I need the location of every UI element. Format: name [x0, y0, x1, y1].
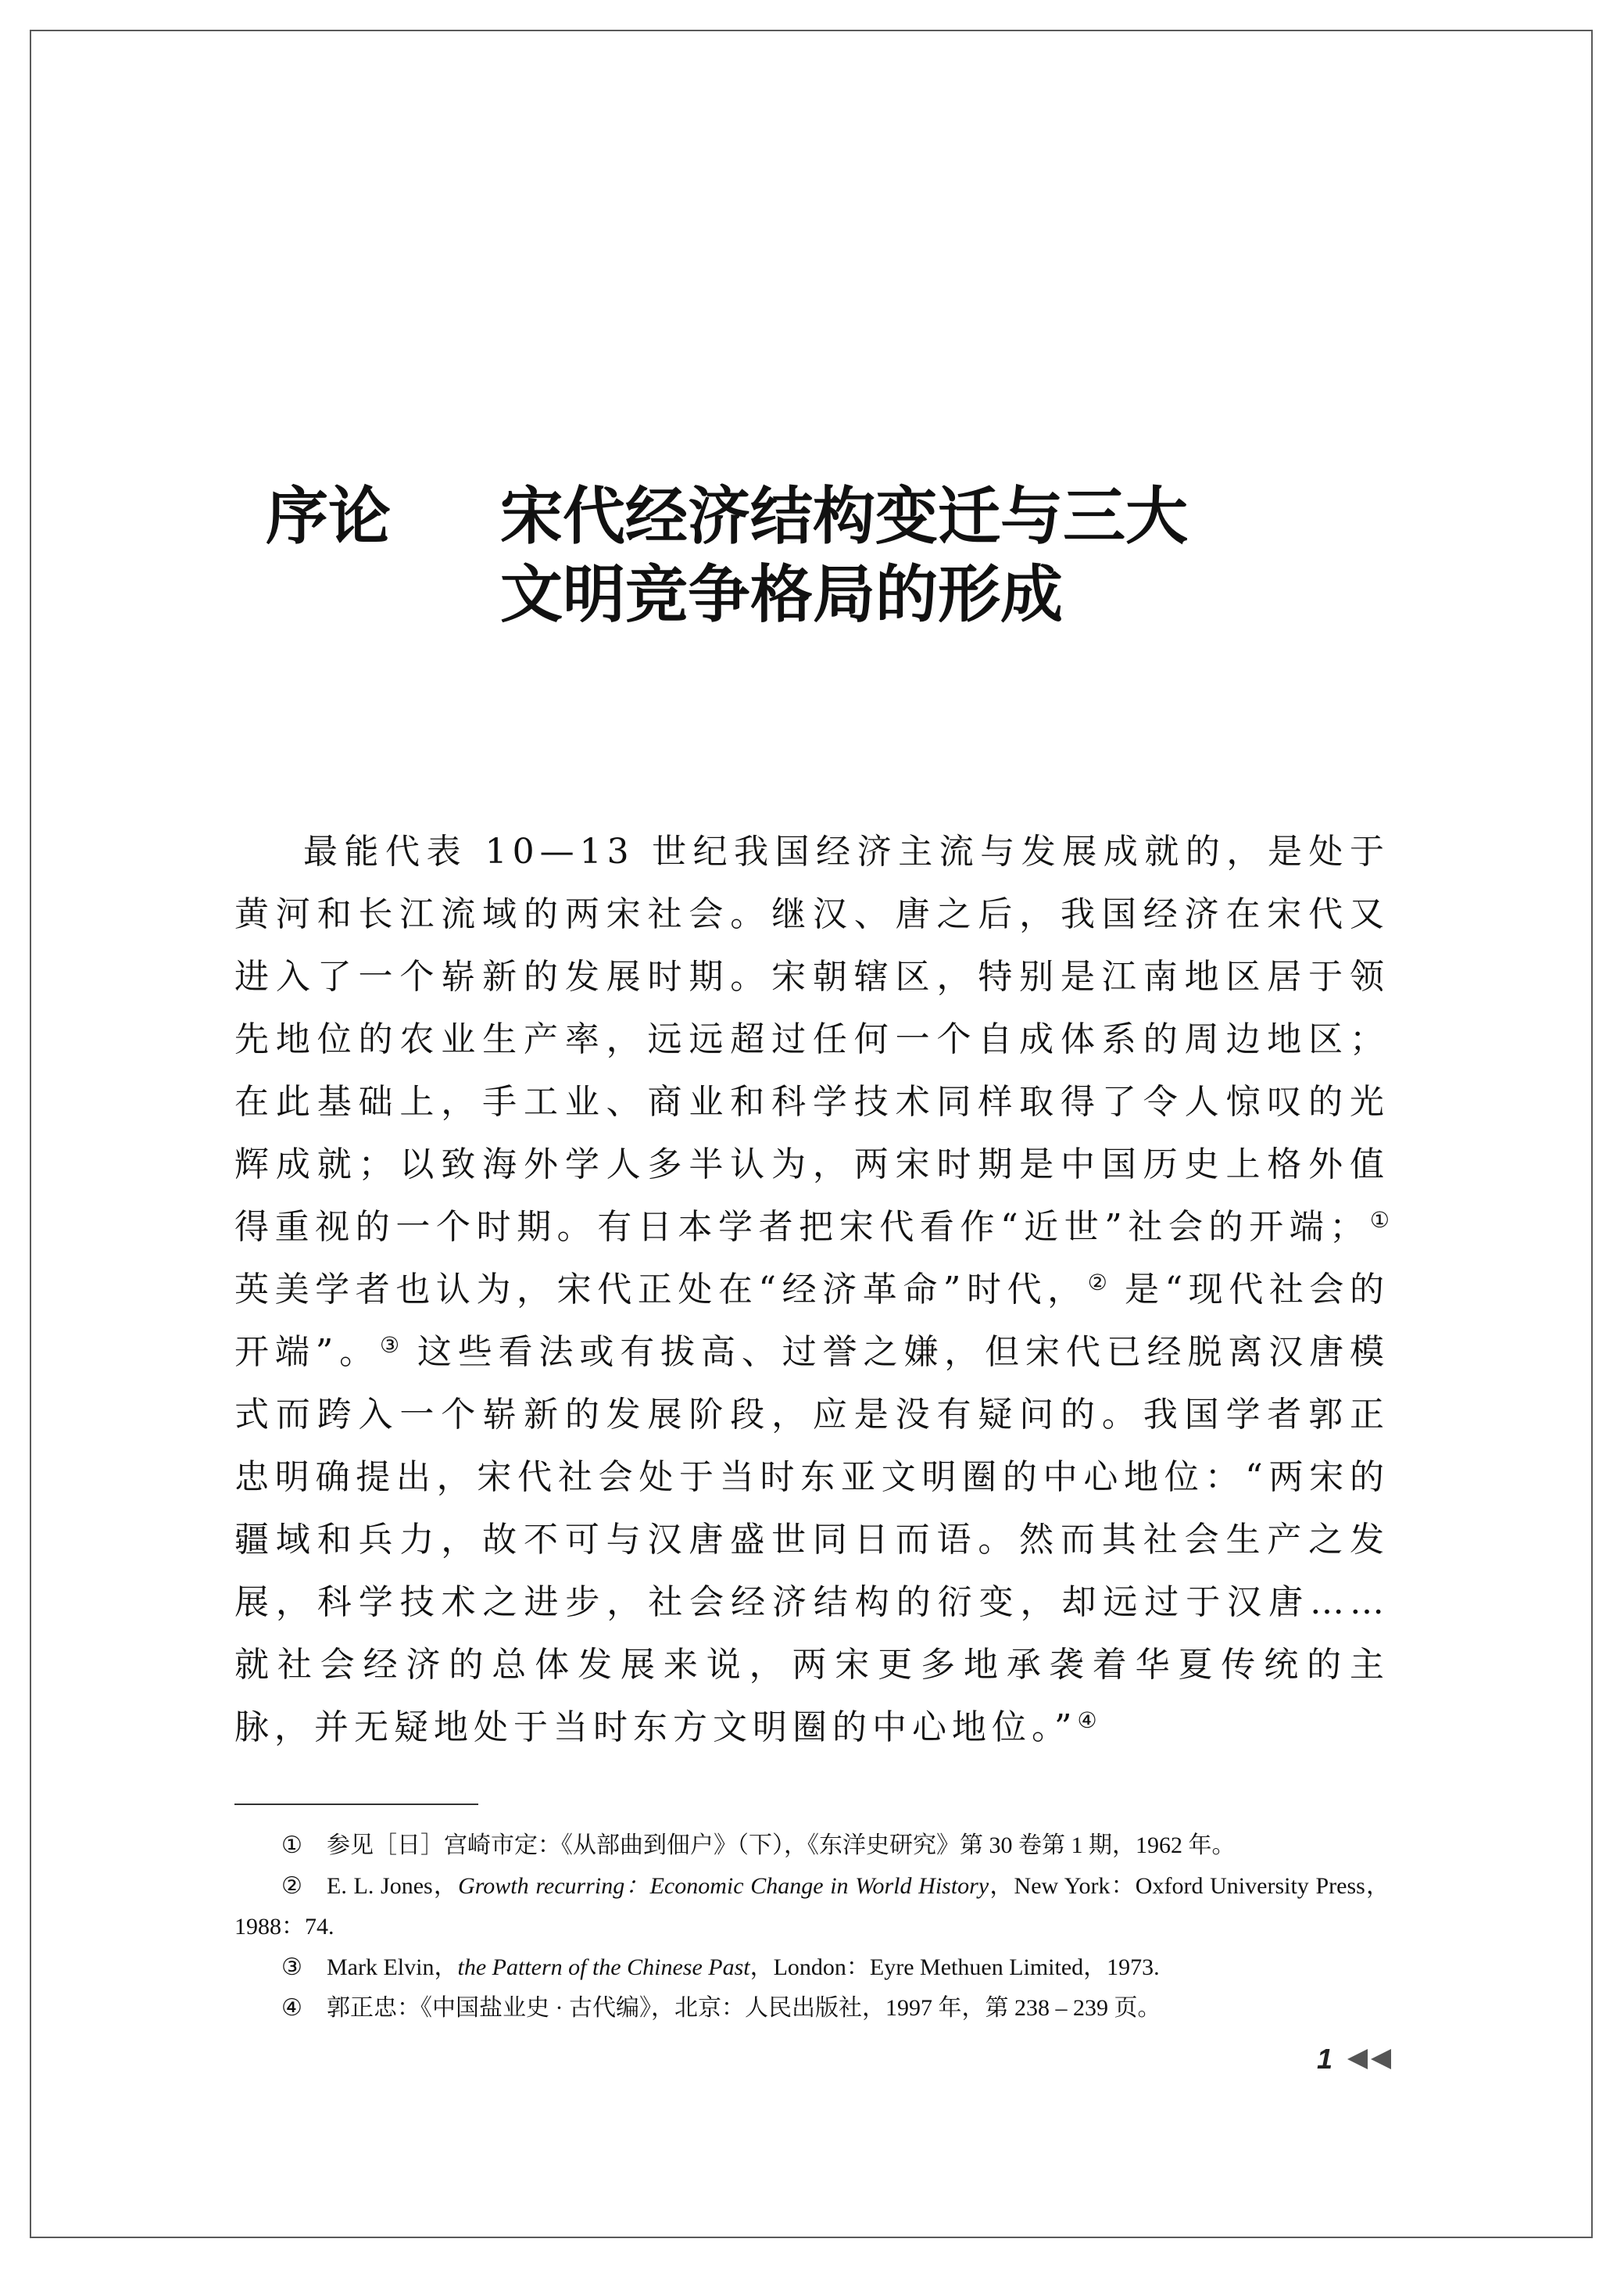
body-segment-1: 最能代表 10—13 世纪我国经济主流与发展成就的，是处于黄河和长江流域的两宋社会。继汉、唐之后，我国经济在宋代又进入了一个崭新的发展时期。宋朝辖区，特别是江南地区居于领先地位的农业生产率，远远超过任何一个自成体系的周边地区；在此基础上，手工业、商业和科学技术同样取得了令人惊叹的光辉成就；以致海外学人多半认为，两宋时期是中国历史上格外值得重视的一个时期。有日本学者把宋代看作“近世”社会的开端； — [234, 832, 1390, 1247]
footnote-divider — [234, 1804, 478, 1805]
footnote-publisher: ，New York：Oxford University Press，1988：74. — [234, 1873, 1390, 1940]
double-left-arrow-icon — [1346, 2047, 1393, 2071]
body-segment-3: 是“现代社会的开端”。 — [234, 1270, 1390, 1372]
footnote-author: Mark Elvin， — [327, 1954, 458, 1980]
footnote-text: 郭正忠：《中国盐业史 · 古代编》，北京：人民出版社，1997 年，第 238 – 239 页。 — [327, 1995, 1161, 2021]
footnote-publisher: ，London：Eyre Methuen Limited，1973. — [749, 1954, 1160, 1980]
footnote-text: 参见［日］宫崎市定：《从部曲到佃户》（下），《东洋史研究》第 30 卷第 1 期，1962 年。 — [327, 1832, 1236, 1858]
footnote-1 — [234, 1825, 1390, 1866]
footnote-marker: ① — [281, 1832, 302, 1858]
footnote-ref-2: ② — [1087, 1270, 1108, 1295]
body-segment-2: 英美学者也认为，宋代正处在“经济革命”时代， — [234, 1270, 1088, 1309]
footnote-marker: ④ — [281, 1995, 302, 2021]
footnote-ref-1: ① — [1369, 1207, 1390, 1233]
body-segment-4: 这些看法或有拔高、过誉之嫌，但宋代已经脱离汉唐模式而跨入一个崭新的发展阶段，应是没有疑问的。我国学者郭正忠明确提出，宋代社会处于当时东亚文明圈的中心地位：“两宋的疆域和兵力，故不可与汉唐盛世同日而语。然而其社会生产之发展，科学技术之进步，社会经济结构的衍变，却远过于汉唐……就社会经济的总体发展来说，两宋更多地承袭着华夏传统的主脉，并无疑地处于当时东方文明圈的中心地位。” — [234, 1332, 1390, 1747]
footnote-ref-3: ③ — [380, 1332, 400, 1358]
footnote-4 — [234, 1988, 1390, 2029]
footnote-ref-4: ④ — [1077, 1707, 1097, 1733]
chapter-prefix: 序论 — [266, 479, 391, 553]
chapter-title-text-1: 宋代经济结构变迁与三大 — [500, 479, 1188, 553]
footnote-book-title: Growth recurring：Economic Change in World History — [458, 1873, 989, 1899]
body-paragraph — [234, 821, 1390, 1759]
footnote-marker: ③ — [281, 1954, 302, 1980]
footnotes — [234, 1825, 1390, 2029]
footnote-book-title: the Pattern of the Chinese Past — [457, 1954, 750, 1980]
chapter-title-line-1 — [266, 477, 1188, 555]
footnote-3 — [234, 1947, 1390, 1988]
footnote-author: E. L. Jones， — [327, 1873, 459, 1899]
page-number: 1 — [1317, 2043, 1333, 2075]
chapter-title-line-2: 文明竞争格局的形成 — [500, 557, 1063, 631]
footnote-2 — [234, 1866, 1390, 1947]
footnote-marker: ② — [281, 1873, 302, 1899]
